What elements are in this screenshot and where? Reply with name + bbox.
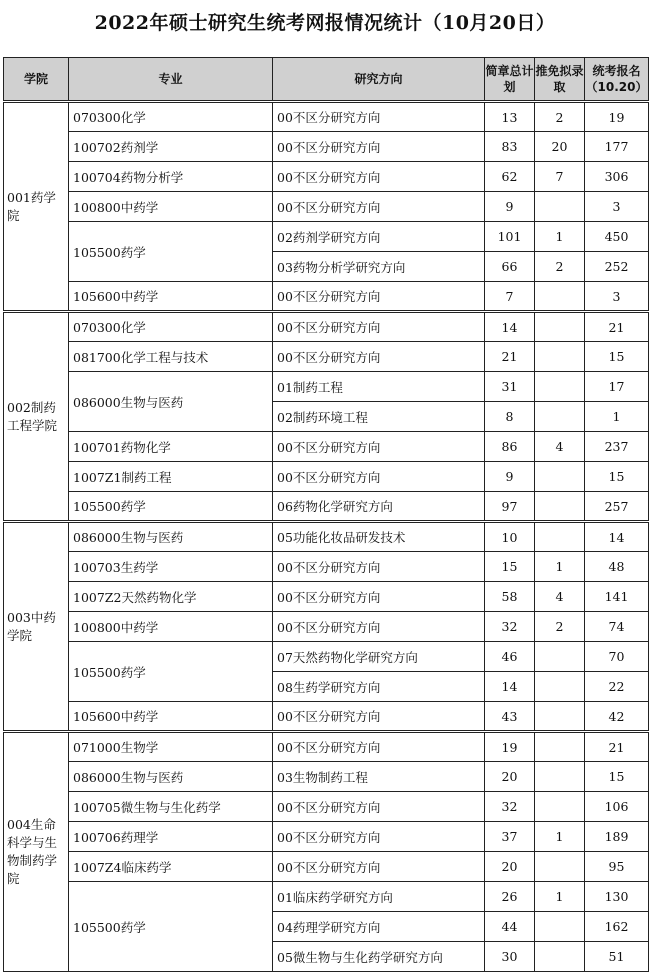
exempt-cell: 1: [535, 882, 585, 912]
major-cell: 100705微生物与生化药学: [69, 792, 273, 822]
exempt-cell: [535, 402, 585, 432]
applicants-cell: 3: [585, 192, 649, 222]
exempt-cell: 4: [535, 432, 585, 462]
table-row: [4, 132, 649, 162]
applicants-cell: 257: [585, 492, 649, 522]
table-header: [4, 58, 649, 102]
exempt-cell: [535, 372, 585, 402]
plan-cell: 20: [485, 852, 535, 882]
table-row: [4, 312, 649, 342]
major-cell: 100704药物分析学: [69, 162, 273, 192]
direction-cell: 06药物化学研究方向: [273, 492, 485, 522]
exempt-cell: [535, 522, 585, 552]
major-cell: 100800中药学: [69, 192, 273, 222]
table-row: [4, 792, 649, 822]
direction-cell: 00不区分研究方向: [273, 462, 485, 492]
major-cell: 105500药学: [69, 642, 273, 702]
table-row: [4, 342, 649, 372]
exempt-cell: [535, 702, 585, 732]
applicants-cell: 22: [585, 672, 649, 702]
direction-cell: 00不区分研究方向: [273, 612, 485, 642]
direction-cell: 05微生物与生化药学研究方向: [273, 942, 485, 972]
exempt-cell: [535, 732, 585, 762]
table-row: [4, 432, 649, 462]
exempt-cell: [535, 672, 585, 702]
exempt-cell: 2: [535, 612, 585, 642]
applicants-cell: 15: [585, 462, 649, 492]
direction-cell: 00不区分研究方向: [273, 282, 485, 312]
plan-cell: 7: [485, 282, 535, 312]
table-row: [4, 492, 649, 522]
exempt-cell: 1: [535, 552, 585, 582]
major-cell: 100800中药学: [69, 612, 273, 642]
plan-cell: 14: [485, 312, 535, 342]
direction-cell: 00不区分研究方向: [273, 342, 485, 372]
major-cell: 100701药物化学: [69, 432, 273, 462]
exempt-cell: 2: [535, 102, 585, 132]
plan-cell: 21: [485, 342, 535, 372]
exempt-cell: [535, 852, 585, 882]
plan-cell: 97: [485, 492, 535, 522]
major-cell: 100706药理学: [69, 822, 273, 852]
major-cell: 070300化学: [69, 102, 273, 132]
exempt-cell: [535, 762, 585, 792]
plan-cell: 86: [485, 432, 535, 462]
exempt-cell: [535, 492, 585, 522]
plan-cell: 83: [485, 132, 535, 162]
direction-cell: 02药剂学研究方向: [273, 222, 485, 252]
plan-cell: 32: [485, 792, 535, 822]
plan-cell: 9: [485, 462, 535, 492]
applicants-cell: 306: [585, 162, 649, 192]
direction-cell: 00不区分研究方向: [273, 162, 485, 192]
plan-cell: 62: [485, 162, 535, 192]
direction-cell: 00不区分研究方向: [273, 702, 485, 732]
college-cell: 002制药工程学院: [4, 312, 69, 522]
table-row: [4, 852, 649, 882]
table-row: [4, 162, 649, 192]
table-row: [4, 552, 649, 582]
major-cell: 105600中药学: [69, 282, 273, 312]
college-cell: 003中药学院: [4, 522, 69, 732]
exempt-cell: [535, 312, 585, 342]
page-title: 2022年硕士研究生统考网报情况统计（10月20日）: [94, 12, 556, 34]
applicants-cell: 70: [585, 642, 649, 672]
college-cell: 004生命科学与生物制药学院: [4, 732, 69, 972]
direction-cell: 00不区分研究方向: [273, 432, 485, 462]
direction-cell: 00不区分研究方向: [273, 852, 485, 882]
major-cell: 105500药学: [69, 882, 273, 972]
applicants-cell: 17: [585, 372, 649, 402]
applicants-cell: 3: [585, 282, 649, 312]
applicants-cell: 19: [585, 102, 649, 132]
direction-cell: 05功能化妆品研发技术: [273, 522, 485, 552]
table-body: [4, 102, 649, 972]
plan-cell: 37: [485, 822, 535, 852]
plan-cell: 26: [485, 882, 535, 912]
applicants-cell: 48: [585, 552, 649, 582]
major-cell: 100703生药学: [69, 552, 273, 582]
exempt-cell: [535, 462, 585, 492]
direction-cell: 02制药环境工程: [273, 402, 485, 432]
exempt-cell: [535, 282, 585, 312]
plan-cell: 58: [485, 582, 535, 612]
major-cell: 100702药剂学: [69, 132, 273, 162]
exempt-cell: [535, 192, 585, 222]
table-row: [4, 642, 649, 672]
applicants-cell: 450: [585, 222, 649, 252]
table-row: [4, 522, 649, 552]
exempt-cell: [535, 642, 585, 672]
major-cell: 081700化学工程与技术: [69, 342, 273, 372]
applicants-cell: 15: [585, 762, 649, 792]
table-row: [4, 462, 649, 492]
direction-cell: 04药理学研究方向: [273, 912, 485, 942]
exempt-cell: 7: [535, 162, 585, 192]
exempt-cell: [535, 942, 585, 972]
header-major: 专业: [69, 58, 273, 102]
applicants-cell: 42: [585, 702, 649, 732]
header-plan: 简章总计划: [485, 58, 535, 102]
applicants-cell: 106: [585, 792, 649, 822]
direction-cell: 00不区分研究方向: [273, 822, 485, 852]
college-cell: 001药学院: [4, 102, 69, 312]
plan-cell: 15: [485, 552, 535, 582]
plan-cell: 19: [485, 732, 535, 762]
direction-cell: 00不区分研究方向: [273, 192, 485, 222]
enrollment-table: [3, 57, 649, 972]
applicants-cell: 1: [585, 402, 649, 432]
table-row: [4, 612, 649, 642]
direction-cell: 00不区分研究方向: [273, 102, 485, 132]
major-cell: 086000生物与医药: [69, 762, 273, 792]
exempt-cell: [535, 342, 585, 372]
table-row: [4, 372, 649, 402]
applicants-cell: 237: [585, 432, 649, 462]
direction-cell: 00不区分研究方向: [273, 312, 485, 342]
exempt-cell: 2: [535, 252, 585, 282]
major-cell: 071000生物学: [69, 732, 273, 762]
direction-cell: 03药物分析学研究方向: [273, 252, 485, 282]
applicants-cell: 21: [585, 312, 649, 342]
direction-cell: 00不区分研究方向: [273, 792, 485, 822]
plan-cell: 44: [485, 912, 535, 942]
applicants-cell: 95: [585, 852, 649, 882]
applicants-cell: 15: [585, 342, 649, 372]
table-row: [4, 222, 649, 252]
header-college: 学院: [4, 58, 69, 102]
major-cell: 105600中药学: [69, 702, 273, 732]
header-applicants: 统考报名（10.20）: [585, 58, 649, 102]
plan-cell: 32: [485, 612, 535, 642]
exempt-cell: 20: [535, 132, 585, 162]
plan-cell: 20: [485, 762, 535, 792]
applicants-cell: 74: [585, 612, 649, 642]
table-row: [4, 102, 649, 132]
applicants-cell: 162: [585, 912, 649, 942]
major-cell: 1007Z1制药工程: [69, 462, 273, 492]
plan-cell: 31: [485, 372, 535, 402]
exempt-cell: [535, 912, 585, 942]
table-row: [4, 702, 649, 732]
plan-cell: 9: [485, 192, 535, 222]
direction-cell: 07天然药物化学研究方向: [273, 642, 485, 672]
table-row: [4, 732, 649, 762]
direction-cell: 00不区分研究方向: [273, 552, 485, 582]
table-row: [4, 192, 649, 222]
applicants-cell: 21: [585, 732, 649, 762]
applicants-cell: 51: [585, 942, 649, 972]
direction-cell: 01临床药学研究方向: [273, 882, 485, 912]
major-cell: 1007Z2天然药物化学: [69, 582, 273, 612]
exempt-cell: 4: [535, 582, 585, 612]
direction-cell: 00不区分研究方向: [273, 732, 485, 762]
direction-cell: 00不区分研究方向: [273, 132, 485, 162]
plan-cell: 46: [485, 642, 535, 672]
table-row: [4, 582, 649, 612]
applicants-cell: 177: [585, 132, 649, 162]
plan-cell: 30: [485, 942, 535, 972]
plan-cell: 66: [485, 252, 535, 282]
table-row: [4, 822, 649, 852]
direction-cell: 03生物制药工程: [273, 762, 485, 792]
major-cell: 086000生物与医药: [69, 372, 273, 432]
table-row: [4, 882, 649, 912]
plan-cell: 8: [485, 402, 535, 432]
header-exempt: 推免拟录取: [535, 58, 585, 102]
plan-cell: 10: [485, 522, 535, 552]
plan-cell: 101: [485, 222, 535, 252]
applicants-cell: 189: [585, 822, 649, 852]
exempt-cell: 1: [535, 222, 585, 252]
exempt-cell: [535, 792, 585, 822]
exempt-cell: 1: [535, 822, 585, 852]
table-row: [4, 282, 649, 312]
applicants-cell: 14: [585, 522, 649, 552]
applicants-cell: 130: [585, 882, 649, 912]
major-cell: 105500药学: [69, 222, 273, 282]
major-cell: 086000生物与医药: [69, 522, 273, 552]
plan-cell: 13: [485, 102, 535, 132]
direction-cell: 08生药学研究方向: [273, 672, 485, 702]
direction-cell: 00不区分研究方向: [273, 582, 485, 612]
applicants-cell: 141: [585, 582, 649, 612]
applicants-cell: 252: [585, 252, 649, 282]
major-cell: 070300化学: [69, 312, 273, 342]
table-row: [4, 762, 649, 792]
major-cell: 105500药学: [69, 492, 273, 522]
plan-cell: 14: [485, 672, 535, 702]
major-cell: 1007Z4临床药学: [69, 852, 273, 882]
direction-cell: 01制药工程: [273, 372, 485, 402]
plan-cell: 43: [485, 702, 535, 732]
header-direction: 研究方向: [273, 58, 485, 102]
